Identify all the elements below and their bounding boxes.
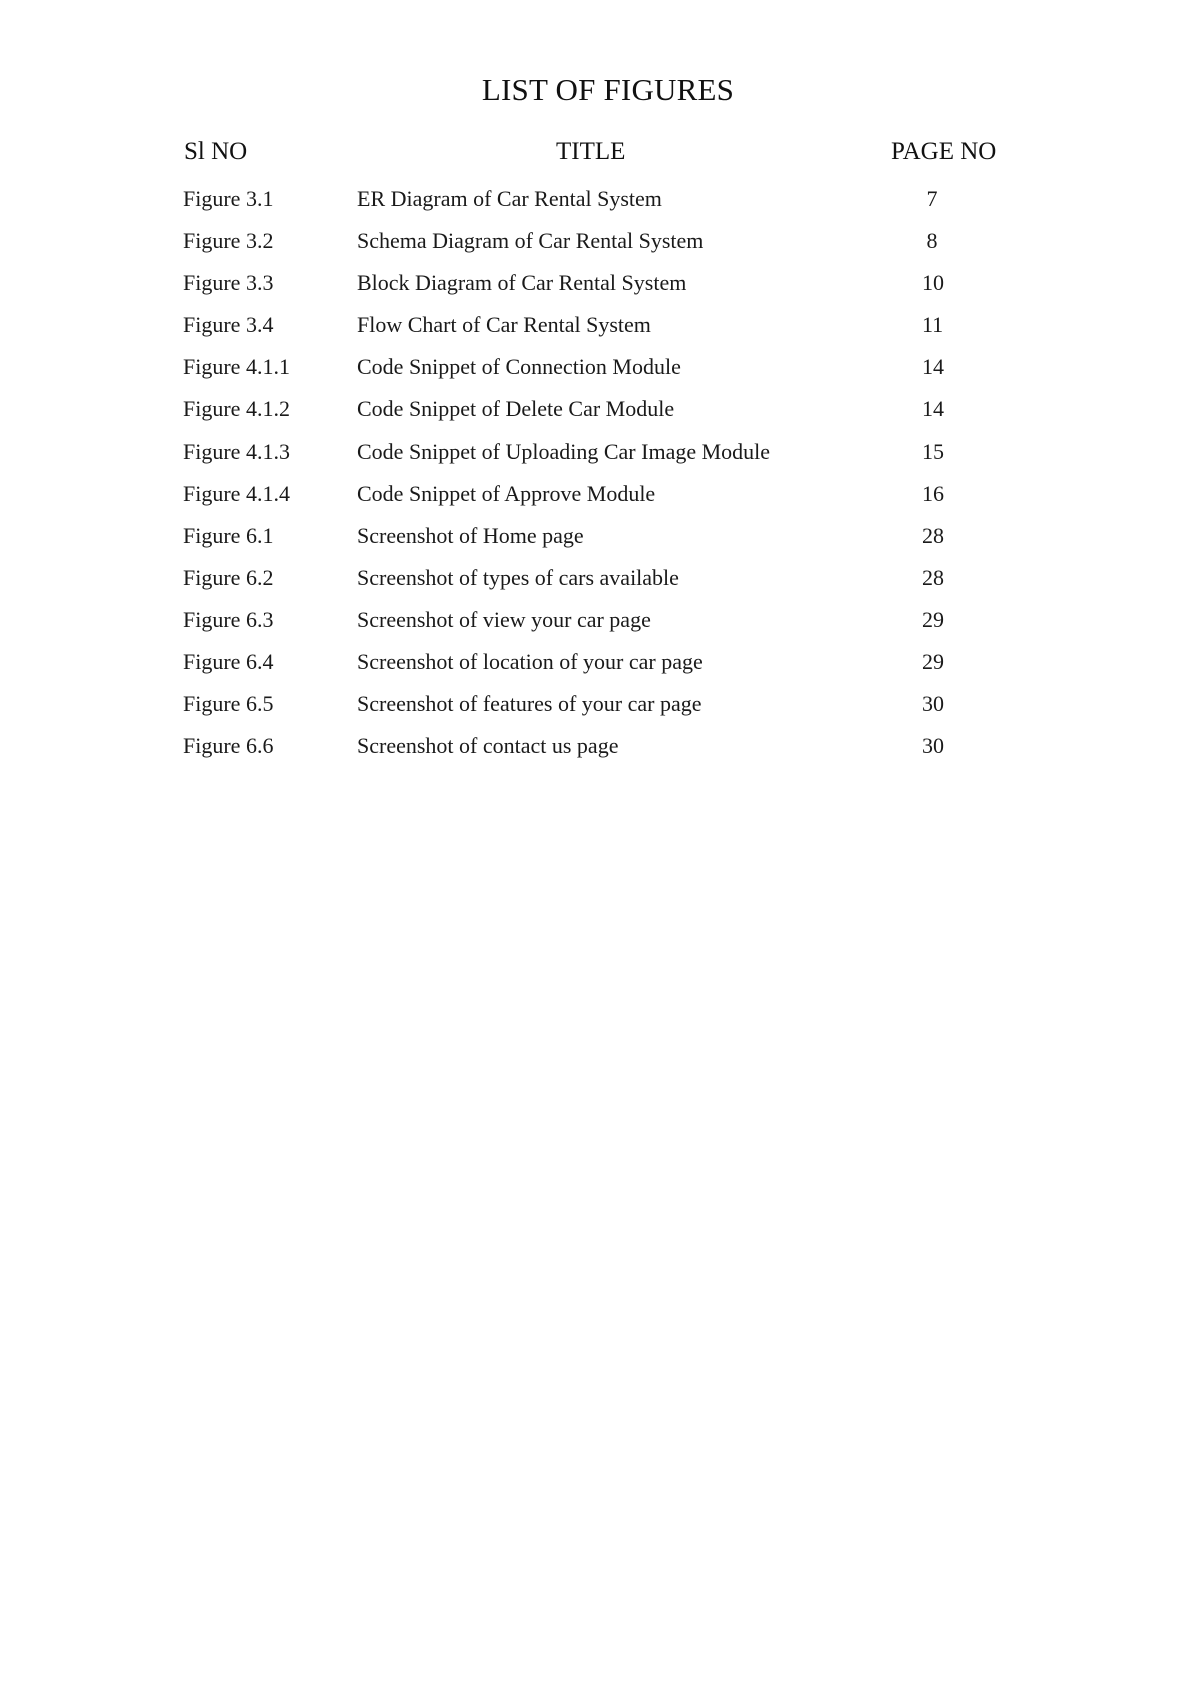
figure-page: 14 [922, 396, 944, 422]
figure-number: Figure 4.1.1 [183, 354, 290, 380]
figure-row [0, 439, 1200, 481]
figure-title: ER Diagram of Car Rental System [357, 186, 662, 211]
figure-number: Figure 6.5 [183, 691, 274, 717]
figure-row [0, 607, 1200, 649]
figure-title: Flow Chart of Car Rental System [357, 312, 651, 338]
figure-title: Code Snippet of Uploading Car Image Module [357, 438, 771, 464]
figure-row [0, 270, 1200, 312]
figure-title: Screenshot of features of your car page [357, 691, 702, 717]
figure-row [0, 228, 1200, 270]
figure-page: 8 [926, 228, 938, 254]
header-page-no: PAGE NO [891, 138, 997, 165]
header-sl-no: Sl NO [184, 138, 248, 165]
figure-page: 10 [922, 270, 944, 296]
figure-row [0, 565, 1200, 607]
figure-row [0, 649, 1200, 691]
figure-row [0, 396, 1200, 438]
figure-number: Figure 6.3 [183, 606, 274, 632]
figure-number: Figure 4.1.3 [183, 438, 290, 464]
figure-title: Screenshot of types of cars available [357, 564, 679, 590]
figure-number: Figure 6.4 [183, 649, 274, 675]
figure-title: Code Snippet of Approve Module [357, 480, 656, 506]
figure-row [0, 523, 1200, 565]
figure-number: Figure 3.4 [183, 312, 274, 338]
figure-title: Block Diagram of Car Rental System [357, 270, 687, 296]
figure-title: Screenshot of location of your car page [357, 649, 703, 675]
page-title: LIST OF FIGURES [481, 72, 735, 107]
figure-page: 7 [926, 186, 938, 211]
figure-number: Figure 3.3 [183, 270, 274, 296]
figure-page: 14 [922, 354, 944, 380]
figure-list [0, 186, 1200, 775]
figure-page: 29 [922, 606, 944, 632]
figure-title: Schema Diagram of Car Rental System [357, 228, 704, 254]
figure-row [0, 312, 1200, 354]
figure-page: 30 [922, 691, 944, 717]
table-header [0, 138, 1200, 174]
figure-number: Figure 6.6 [183, 733, 274, 759]
figure-page: 29 [922, 649, 944, 675]
figure-number: Figure 4.1.4 [183, 480, 290, 506]
figure-page: 15 [922, 438, 944, 464]
figure-row [0, 691, 1200, 733]
figure-page: 28 [922, 522, 944, 548]
figure-title: Screenshot of view your car page [357, 606, 651, 632]
figure-row [0, 733, 1200, 775]
figure-row [0, 186, 1200, 228]
figure-page: 30 [922, 733, 944, 759]
header-title: TITLE [556, 138, 626, 165]
figure-page: 16 [922, 480, 944, 506]
figure-page: 11 [922, 312, 944, 338]
figure-title: Code Snippet of Connection Module [357, 354, 681, 380]
figure-title: Screenshot of Home page [357, 522, 584, 548]
figure-row [0, 354, 1200, 396]
figure-title: Screenshot of contact us page [357, 733, 619, 759]
figure-number: Figure 4.1.2 [183, 396, 290, 422]
figure-number: Figure 6.1 [183, 522, 274, 548]
figure-number: Figure 3.2 [183, 228, 274, 254]
figure-number: Figure 3.1 [183, 186, 274, 211]
figure-page: 28 [922, 564, 944, 590]
figure-row [0, 481, 1200, 523]
figure-number: Figure 6.2 [183, 564, 274, 590]
figure-title: Code Snippet of Delete Car Module [357, 396, 675, 422]
